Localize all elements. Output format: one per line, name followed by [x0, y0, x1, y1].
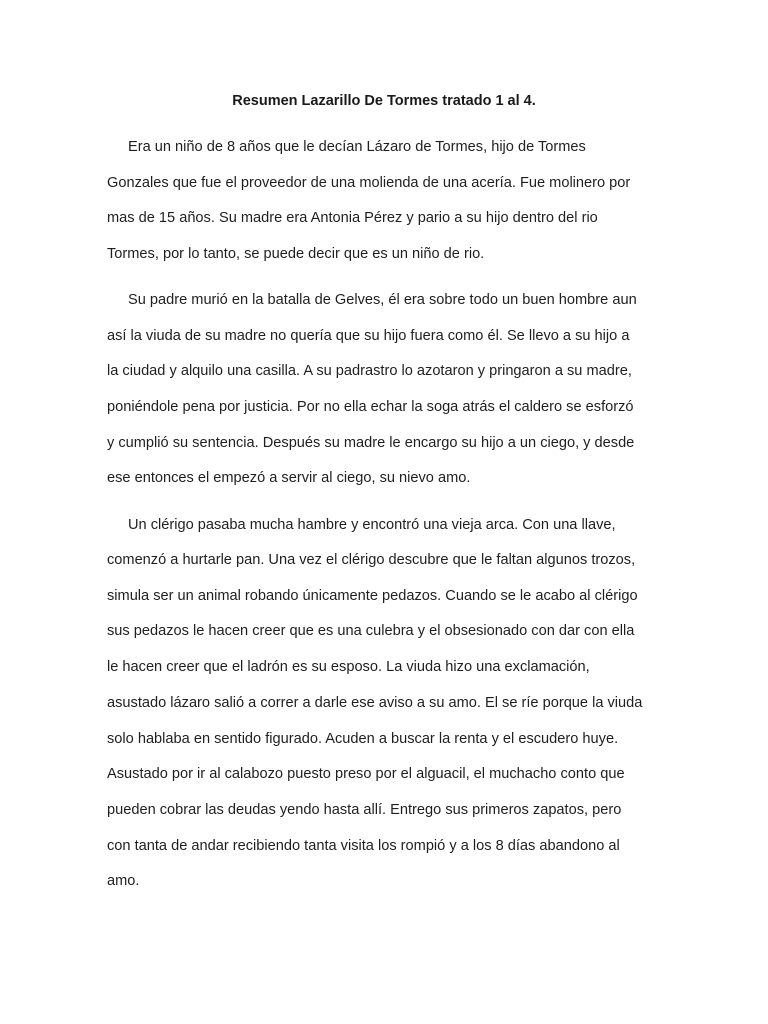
- paragraph-line: con tanta de andar recibiendo tanta visita los rompió y a los 8 días abandono al: [107, 838, 620, 854]
- paragraph-line: y cumplió su sentencia. Después su madre le encargo su hijo a un ciego, y desde: [107, 435, 635, 451]
- paragraph-line: asustado lázaro salió a correr a darle ese aviso a su amo. El se ríe porque la viuda: [107, 695, 643, 711]
- paragraph-line: Su padre murió en la batalla de Gelves, él era sobre todo un buen hombre aun: [128, 292, 637, 308]
- paragraph-line: comenzó a hurtarle pan. Una vez el clérigo descubre que le faltan algunos trozos,: [107, 552, 636, 568]
- paragraph-line: Asustado por ir al calabozo puesto preso por el alguacil, el muchacho conto que: [107, 766, 625, 782]
- paragraph-line: Un clérigo pasaba mucha hambre y encontró una vieja arca. Con una llave,: [128, 517, 616, 533]
- paragraph-line: mas de 15 años. Su madre era Antonia Pérez y pario a su hijo dentro del rio: [107, 210, 598, 226]
- paragraph-line: le hacen creer que el ladrón es su esposo. La viuda hizo una exclamación,: [107, 659, 590, 675]
- paragraph-line: la ciudad y alquilo una casilla. A su padrastro lo azotaron y pringaron a su madre,: [107, 363, 632, 379]
- paragraph-line: amo.: [107, 873, 140, 889]
- paragraph-line: así la viuda de su madre no quería que su hijo fuera como él. Se llevo a su hijo a: [107, 328, 630, 344]
- paragraph-line: pueden cobrar las deudas yendo hasta allí. Entrego sus primeros zapatos, pero: [107, 802, 622, 818]
- paragraph-line: Gonzales que fue el proveedor de una molienda de una acería. Fue molinero por: [107, 175, 631, 191]
- paragraph-line: Era un niño de 8 años que le decían Lázaro de Tormes, hijo de Tormes: [128, 139, 586, 155]
- paragraph-line: sus pedazos le hacen creer que es una culebra y el obsesionado con dar con ella: [107, 623, 635, 639]
- paragraph-line: solo hablaba en sentido figurado. Acuden a buscar la renta y el escudero huye.: [107, 731, 619, 747]
- paragraph-line: poniéndole pena por justicia. Por no ella echar la soga atrás el caldero se esforzó: [107, 399, 634, 415]
- paragraph-line: Tormes, por lo tanto, se puede decir que es un niño de rio.: [107, 246, 485, 262]
- paragraph-line: simula ser un animal robando únicamente pedazos. Cuando se le acabo al clérigo: [107, 588, 638, 604]
- paragraph-line: ese entonces el empezó a servir al ciego, su nievo amo.: [107, 470, 471, 486]
- document-title: Resumen Lazarillo De Tormes tratado 1 al 4.: [232, 93, 536, 109]
